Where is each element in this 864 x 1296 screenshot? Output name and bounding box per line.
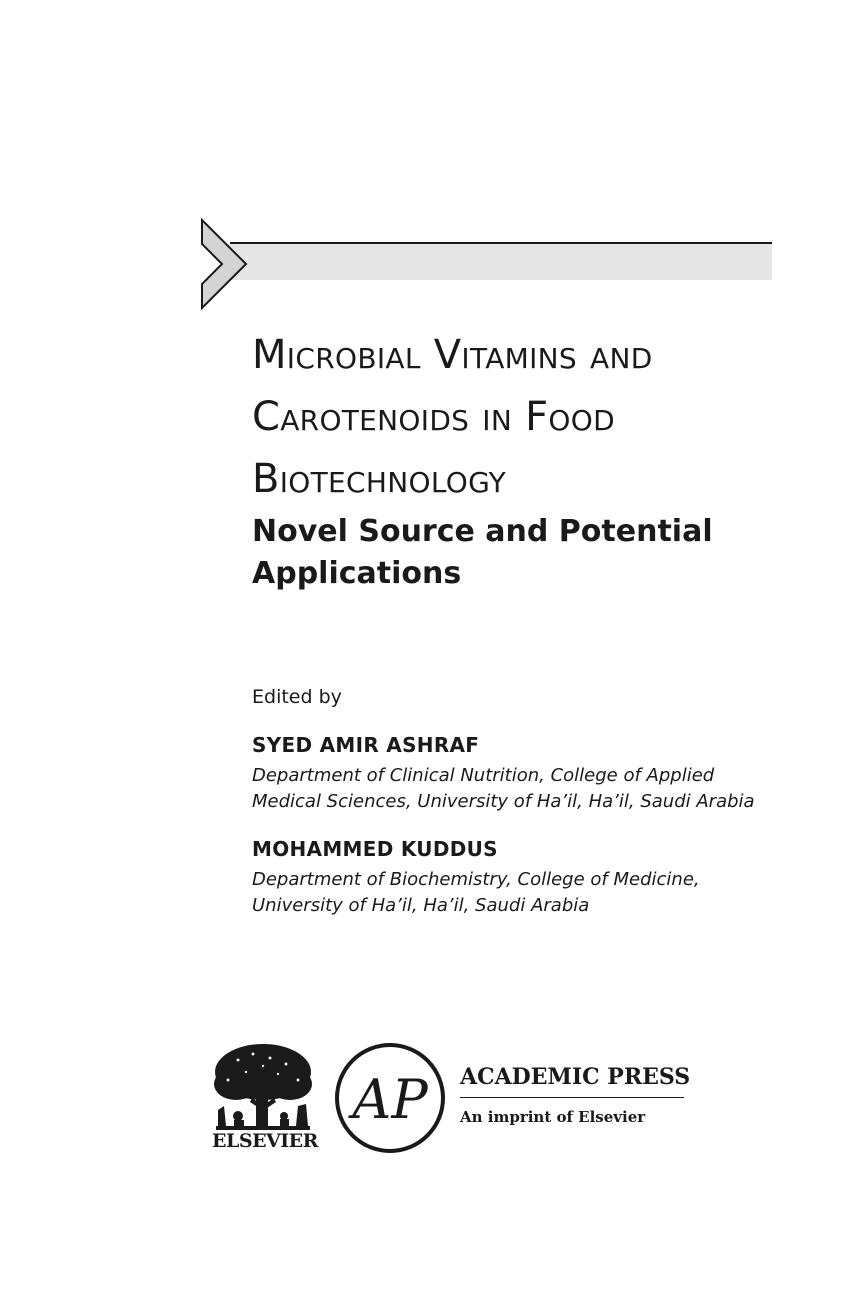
- editor-name: MOHAMMED KUDDUS: [252, 837, 498, 861]
- editor-affiliation: Medical Sciences, University of Ha’il, Ha’il, Saudi Arabia: [252, 791, 755, 812]
- banner-band: [222, 244, 772, 280]
- ap-monogram: AP: [352, 1068, 428, 1131]
- book-title-line-3: Biotechnology: [252, 456, 507, 502]
- editor-affiliation: University of Ha’il, Ha’il, Saudi Arabia: [252, 895, 590, 916]
- title-banner-chevron: [200, 218, 772, 310]
- elsevier-wordmark: ELSEVIER: [212, 1130, 318, 1152]
- book-subtitle-line-2: Applications: [252, 556, 462, 591]
- chevron-shape: [202, 220, 246, 308]
- book-title-line-1: Microbial Vitamins and: [252, 332, 653, 378]
- publisher-rule: [460, 1097, 684, 1098]
- editor-affiliation: Department of Biochemistry, College of Medicine,: [252, 869, 700, 890]
- editor-affiliation: Department of Clinical Nutrition, College of Applied: [252, 765, 715, 786]
- book-title-line-2: Carotenoids in Food: [252, 394, 615, 440]
- publisher-imprint: An imprint of Elsevier: [460, 1108, 646, 1126]
- editor-name: SYED AMIR ASHRAF: [252, 733, 480, 757]
- edited-by-label: Edited by: [252, 686, 342, 708]
- publisher-name: ACADEMIC PRESS: [460, 1064, 691, 1090]
- book-subtitle-line-1: Novel Source and Potential: [252, 514, 713, 549]
- academic-press-ap-logo-icon: [334, 1042, 446, 1154]
